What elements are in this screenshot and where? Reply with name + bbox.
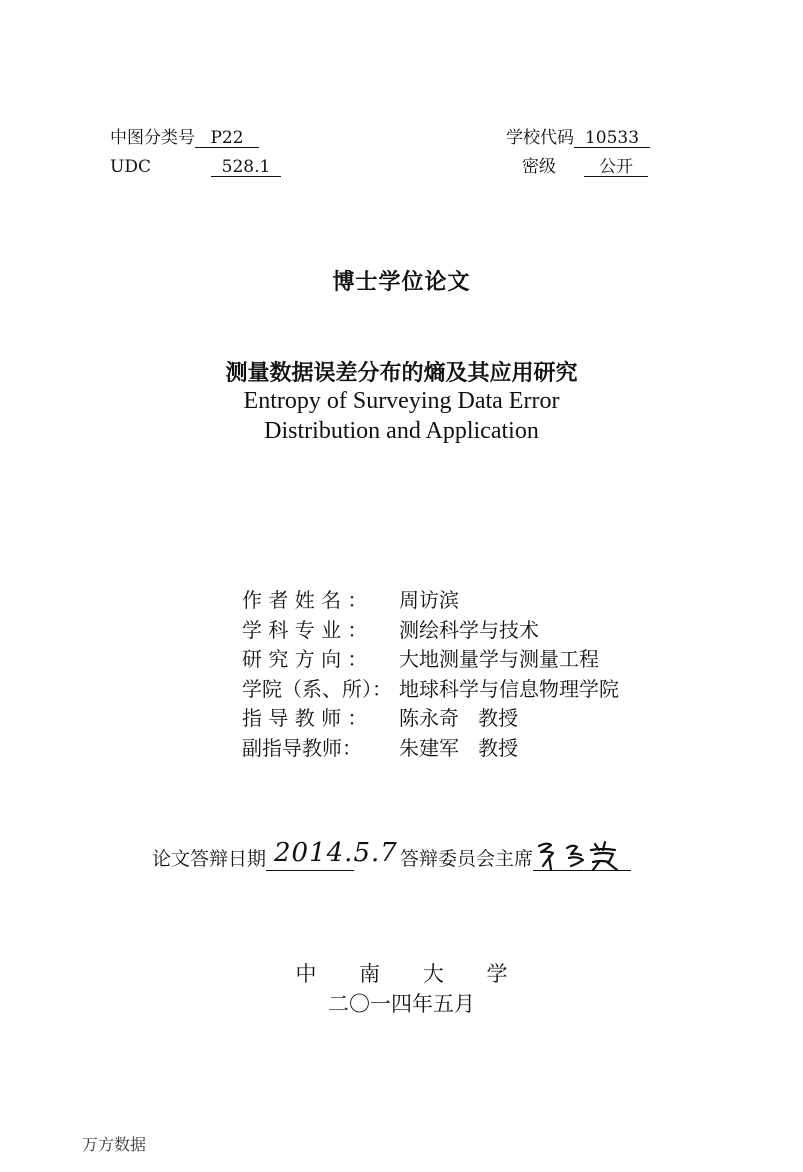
defense-date-label: 论文答辩日期	[152, 848, 267, 870]
defense-chair-signature-field	[533, 840, 631, 871]
secrecy-row	[522, 156, 648, 178]
udc-label: UDC	[110, 157, 151, 177]
info-label: 副指导教师：	[242, 735, 362, 760]
info-label: 指 导 教 师 ：	[242, 706, 368, 730]
chair-signature	[533, 838, 631, 872]
clc-value: P22	[195, 129, 259, 148]
defense-date-handwritten: 2014.5.7	[274, 838, 398, 868]
degree-title: 博士学位论文	[332, 270, 471, 295]
info-row-major	[242, 616, 619, 646]
secrecy-value: 公开	[584, 158, 648, 177]
info-label: 作 者 姓 名 ：	[242, 588, 368, 612]
info-label: 研 究 方 向 ：	[242, 647, 368, 671]
udc-value: 528.1	[211, 158, 281, 177]
title-english-line-1: Entropy of Surveying Data Error	[243, 388, 560, 414]
watermark: 万方数据	[82, 1135, 147, 1154]
info-row-author	[242, 586, 619, 616]
clc-row	[110, 127, 259, 149]
info-value: 测绘科学与技术	[399, 617, 539, 642]
info-label: 学 科 专 业 ：	[242, 617, 368, 642]
info-row-direction	[242, 645, 619, 675]
info-value: 地球科学与信息物理学院	[399, 676, 619, 701]
school-code-row	[506, 127, 650, 149]
info-value: 大地测量学与测量工程	[399, 647, 599, 671]
info-row-co-advisor	[242, 734, 619, 764]
author-info-table	[242, 586, 619, 763]
info-value: 周访滨	[399, 588, 459, 612]
info-row-school	[242, 675, 619, 705]
school-code-value: 10533	[574, 129, 650, 148]
school-code-label: 学校代码	[506, 128, 574, 148]
info-row-advisor	[242, 704, 619, 734]
info-label: 学院（系、所）：	[242, 676, 392, 701]
university-name: 中 南 大 学	[295, 962, 526, 986]
info-value: 朱建军 教授	[399, 735, 519, 760]
info-value: 陈永奇 教授	[399, 706, 519, 730]
title-chinese: 测量数据误差分布的熵及其应用研究	[225, 361, 578, 386]
secrecy-label: 密级	[522, 157, 556, 177]
defense-row	[152, 840, 631, 871]
clc-label: 中图分类号	[110, 128, 195, 148]
defense-chair-label: 答辩委员会主席	[400, 848, 534, 870]
udc-row	[110, 156, 281, 178]
thesis-date: 二〇一四年五月	[328, 992, 475, 1016]
defense-date-field	[266, 838, 398, 871]
title-english-line-2: Distribution and Application	[264, 418, 539, 444]
